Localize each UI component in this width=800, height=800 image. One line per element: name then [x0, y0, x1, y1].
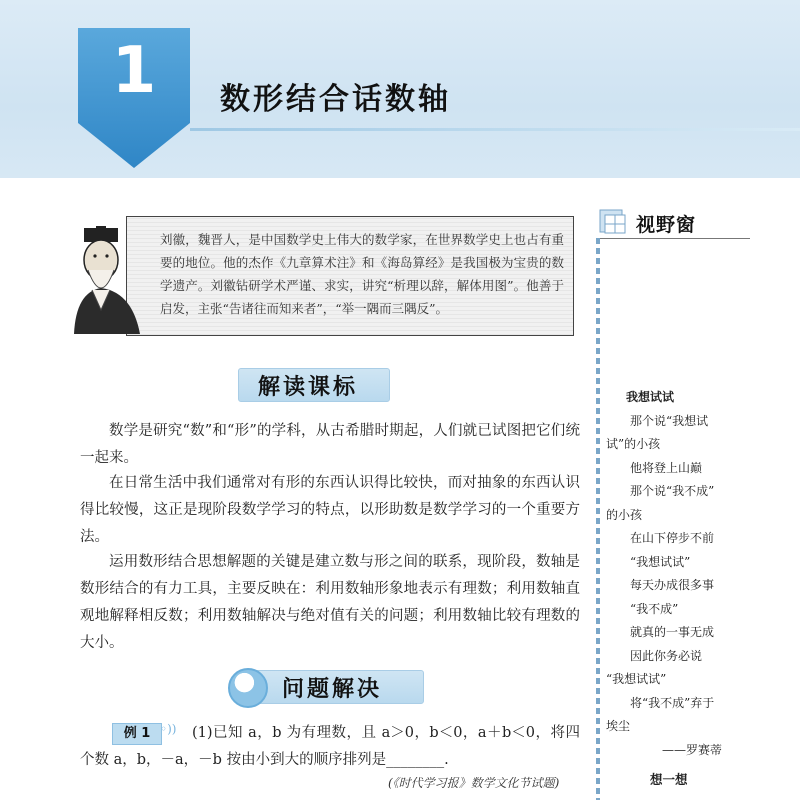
poem-line: 的小孩 — [606, 507, 643, 522]
poem-line: 每天办成很多事 — [630, 578, 715, 592]
liu-hui-portrait — [70, 226, 148, 334]
circle-icon — [228, 668, 268, 708]
poem-title: 我想试试 — [626, 390, 675, 404]
section-title-2: 问题解决 — [282, 677, 383, 702]
poem-line: 埃尘 — [606, 719, 631, 733]
example-source: (《时代学习报》数学文化节试题) — [388, 776, 560, 790]
poem-line: “我想试试” — [606, 672, 667, 686]
sidebar-dotted-border — [596, 238, 600, 800]
poem-line: “我想试试” — [630, 554, 691, 569]
sidebar-second-title: 想一想 — [650, 772, 688, 787]
chapter-number: 1 — [111, 34, 157, 108]
example-text: (1)已知 a，b 为有理数，且 a＞0，b＜0，a＋b＜0，将四个数 a，b，－a，－b 按由小到大的顺序排列是________. — [80, 725, 580, 768]
poem-line: 他将登上山巅 — [630, 460, 703, 475]
poem-line: 将“我不成”弃于 — [630, 695, 715, 710]
poem — [606, 386, 756, 762]
poem-line: “我不成” — [630, 601, 679, 616]
sound-wave-icon: ◦)) — [160, 722, 177, 736]
poem-line: 在山下停步不前 — [630, 531, 715, 545]
poem-line: 因此你务必说 — [630, 648, 703, 663]
poem-line: 试”的小孩 — [606, 437, 661, 451]
poem-line: 那个说“我不成” — [630, 484, 715, 498]
header-divider — [190, 128, 800, 131]
sidebar-heading: 视野窗 — [636, 214, 697, 236]
paragraph-1: 数学是研究“数”和“形”的学科，从古希腊时期起，人们就已试图把它们统一起来。 — [80, 423, 580, 466]
poem-line: 那个说“我想试 — [630, 413, 709, 428]
intro-text: 刘徽，魏晋人，是中国数学史上伟大的数学家，在世界数学史上也占有重要的地位。他的杰作《九章算术注》和《海岛算经》是我国极为宝贵的数学遗产。刘徽钻研学术严谨、求实，讲究“析理以辞，解体用图”。他善于启发，主张“告诸往而知来者”，“举一隅而三隅反”。 — [160, 232, 564, 316]
sidebar-heading-underline — [600, 238, 750, 239]
example-label: 例 1 — [112, 723, 162, 745]
section-title-1: 解读课标 — [258, 375, 359, 400]
poem-author: ——罗赛蒂 — [662, 742, 723, 757]
poem-line: 就真的一事无成 — [630, 625, 715, 639]
paragraph-2: 在日常生活中我们通常对有形的东西认识得比较快，而对抽象的东西认识得比较慢，这正是现阶段数学学习的特点，以形助数是数学学习的一个重要方法。 — [80, 475, 580, 545]
window-icon — [598, 206, 628, 236]
paragraph-3: 运用数形结合思想解题的关键是建立数与形之间的联系，现阶段，数轴是数形结合的有力工具，主要反映在：利用数轴形象地表示有理数；利用数轴直观地解释相反数；利用数轴解决与绝对值有关的问题；利用数轴比较有理数的大小。 — [80, 554, 580, 651]
chapter-title: 数形结合话数轴 — [220, 82, 451, 117]
